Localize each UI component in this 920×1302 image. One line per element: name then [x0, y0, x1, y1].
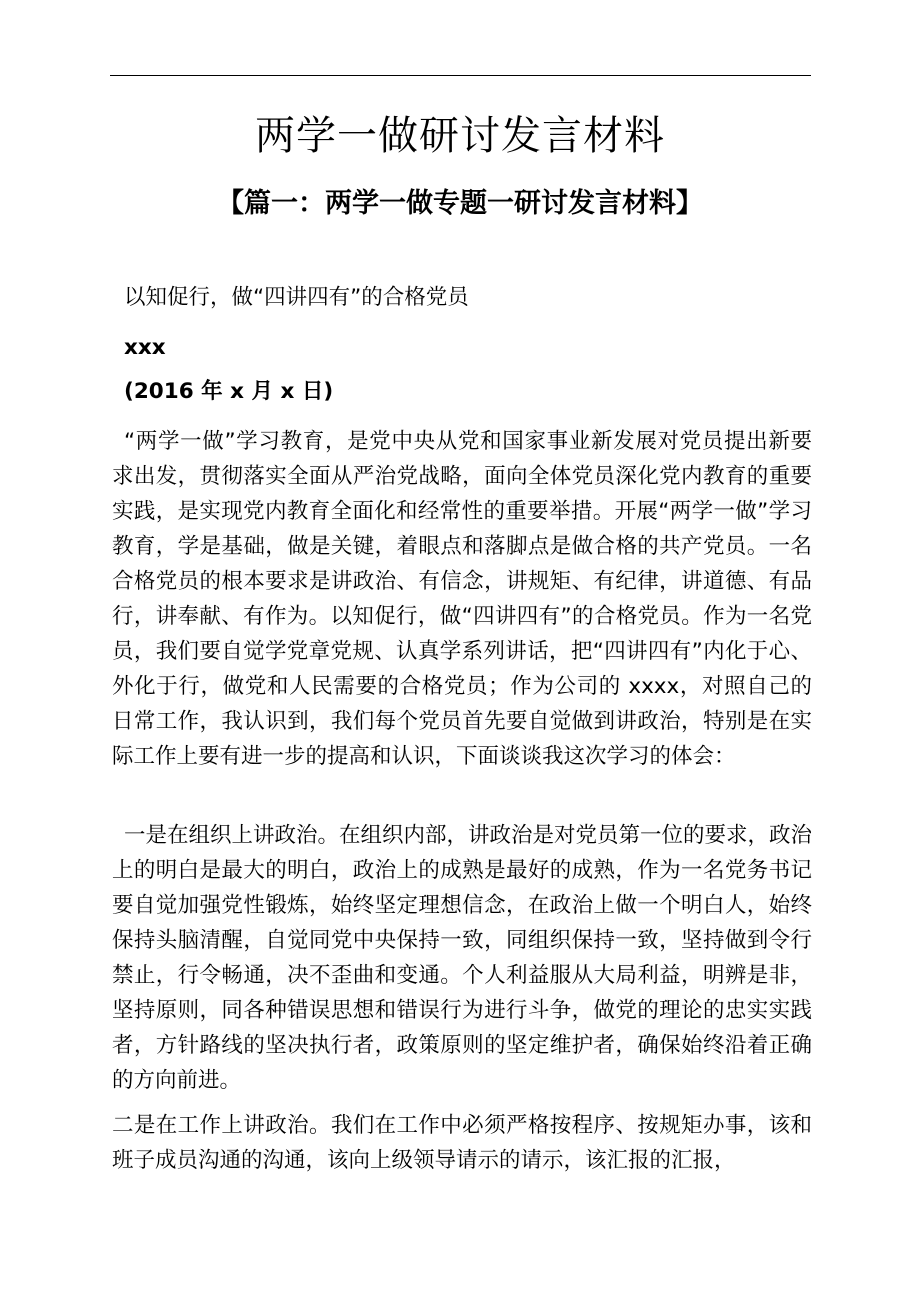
document-subtitle: 【篇一：两学一做专题一研讨发言材料】 — [217, 188, 703, 219]
date-text: (2016 年 x 月 x 日) — [124, 379, 334, 404]
section-heading: 以知促行，做“四讲四有”的合格党员 — [124, 285, 469, 310]
paragraph-point-two: 二是在工作上讲政治。我们在工作中必须严格按程序、按规矩办事，该和班子成员沟通的沟通，该向上级领导请示的请示，该汇报的汇报， — [112, 1113, 812, 1173]
paragraph-point-one: 一是在组织上讲政治。在组织内部，讲政治是对党员第一位的要求，政治上的明白是最大的明白，政治上的成熟是最好的成熟，作为一名党务书记要自觉加强党性锻炼，始终坚定理想信念，在政治上做一个明白人，始终保持头脑清醒，自觉同党中央保持一致，同组织保持一致，坚持做到令行禁止，行令畅通，决不歪曲和变通。个人利益服从大局利益，明辨是非，坚持原则，同各种错误思想和错误行为进行斗争，做党的理论的忠实实践者，方针路线的坚决执行者，政策原则的坚定维护者，确保始终沿着正确的方向前进。 — [112, 823, 813, 1093]
header-rule — [110, 75, 811, 76]
paragraph-intro: “两学一做”学习教育，是党中央从党和国家事业新发展对党员提出新要求出发，贯彻落实全面从严治党战略，面向全体党员深化党内教育的重要实践，是实现党内教育全面化和经常性的重要举措。开展“两学一做”学习教育，学是基础，做是关键，着眼点和落脚点是做合格的共产党员。一名合格党员的根本要求是讲政治、有信念，讲规矩、有纪律，讲道德、有品行，讲奉献、有作为。以知促行，做“四讲四有”的合格党员。作为一名党员，我们要自觉学党章党规、认真学系列讲话，把“四讲四有”内化于心、外化于行，做党和人民需要的合格党员；作为公司的 xxxx，对照自己的日常工作，我认识到，我们每个党员首先要自觉做到讲政治，特别是在实际工作上要有进一步的提高和认识，下面谈谈我这次学习的体会： — [112, 429, 812, 769]
document-date — [124, 374, 333, 409]
document-title: 两学一做研讨发言材料 — [255, 113, 665, 159]
author-name: xxx — [124, 335, 166, 360]
